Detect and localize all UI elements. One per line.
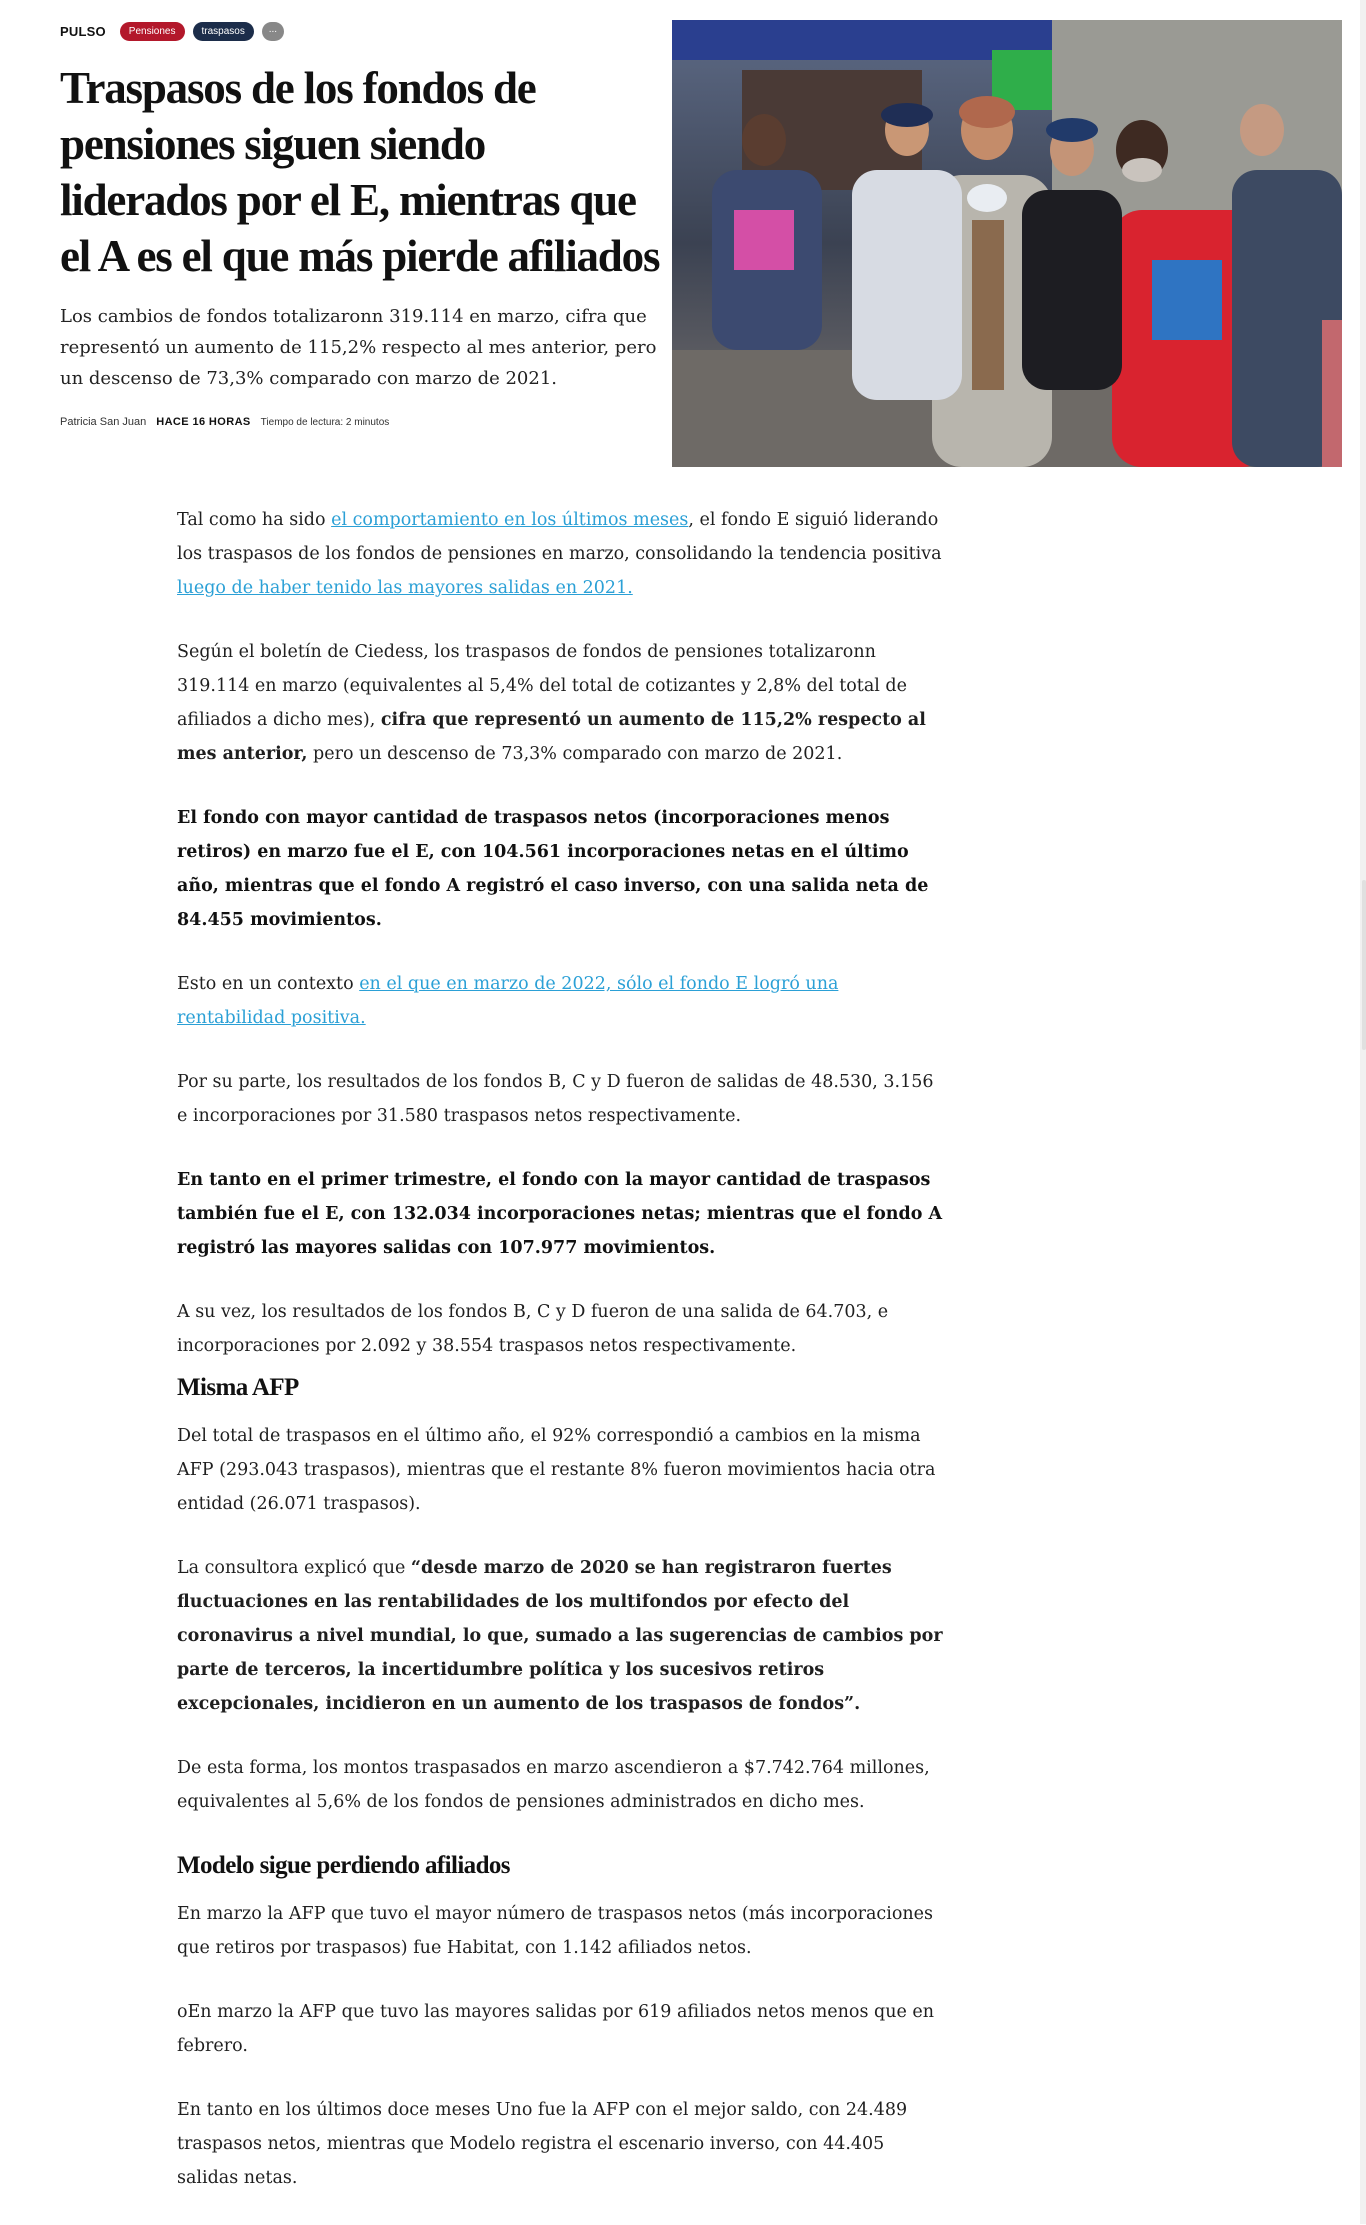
link-comportamiento[interactable]: el comportamiento en los últimos meses bbox=[331, 510, 689, 530]
paragraph-2 bbox=[177, 635, 947, 771]
publish-time: HACE 16 HORAS bbox=[156, 416, 251, 428]
link-mayores-salidas[interactable]: luego de haber tenido las mayores salidas en 2021. bbox=[177, 578, 633, 598]
subheading-modelo: Modelo sigue perdiendo afiliados bbox=[177, 1852, 510, 1879]
p1-text: Tal como ha sido bbox=[177, 510, 332, 530]
p2-text: Según el boletín de Ciedess, los traspasos de fondos de pensiones totalizaronn 319.114 en marzo (equivalentes al 5,4% del total de cotizantes y 2,8% del total de afiliados a dicho mes), bbox=[177, 642, 907, 730]
paragraph-5: Por su parte, los resultados de los fondos B, C y D fueron de salidas de 48.530, 3.156 e incorporaciones por 31.580 traspasos netos respectivamente. bbox=[177, 1072, 934, 1126]
p4-text: Esto en un contexto bbox=[177, 974, 360, 994]
paragraph-9 bbox=[177, 1551, 947, 1721]
paragraph-13: En tanto en los últimos doce meses Uno fue la AFP con el mejor saldo, con 24.489 traspasos netos, mientras que Modelo registra el escenario inverso, con 44.405 salidas netas. bbox=[177, 2100, 908, 2188]
paragraph-3: El fondo con mayor cantidad de traspasos netos (incorporaciones menos retiros) en marzo fue el E, con 104.561 incorporaciones netas en el último año, mientras que el fondo A registró el caso inverso, con una salida neta de 84.455 movimientos. bbox=[177, 808, 929, 930]
scrollbar-thumb[interactable] bbox=[1362, 880, 1366, 1050]
crowd-photo bbox=[672, 20, 1342, 467]
page-scrollbar[interactable] bbox=[1360, 0, 1366, 2224]
p9-quote: “desde marzo de 2020 se han registraron fuertes fluctuaciones en las rentabilidades de los multifondos por efecto del coronavirus a nivel mundial, lo que, sumado a las sugerencias de cambios por parte de terceros, la incertidumbre política y los sucesivos retiros excepcionales, incidieron en un aumento de los traspasos de fondos”. bbox=[177, 1558, 943, 1714]
subheading-misma-afp: Misma AFP bbox=[177, 1374, 299, 1401]
paragraph-6: En tanto en el primer trimestre, el fondo con la mayor cantidad de traspasos también fue el E, con 132.034 incorporaciones netas; mientras que el fondo A registró las mayores salidas con 107.977 movimientos. bbox=[177, 1170, 943, 1258]
tag-bar bbox=[60, 20, 660, 42]
p2-text-post: pero un descenso de 73,3% comparado con marzo de 2021. bbox=[307, 744, 843, 764]
paragraph-12: oEn marzo la AFP que tuvo las mayores salidas por 619 afiliados netos menos que en febrero. bbox=[177, 2002, 935, 2056]
tag-pensiones[interactable]: Pensiones bbox=[120, 22, 185, 41]
section-label[interactable]: PULSO bbox=[60, 23, 106, 39]
paragraph-10: De esta forma, los montos traspasados en marzo ascendieron a $7.742.764 millones, equivalentes al 5,6% de los fondos de pensiones administrados en dicho mes. bbox=[177, 1758, 930, 1812]
more-tags-button[interactable]: ... bbox=[262, 22, 284, 41]
tag-traspasos[interactable]: traspasos bbox=[193, 22, 254, 41]
hero-image bbox=[672, 20, 1342, 467]
paragraph-8: Del total de traspasos en el último año, el 92% correspondió a cambios en la misma AFP (293.043 traspasos), mientras que el restante 8% fueron movimientos hacia otra entidad (26.071 traspasos). bbox=[177, 1426, 936, 1514]
p1-text-mid: , el fondo E siguió liderando los traspasos de los fondos de pensiones en marzo, consolidando la tendencia positiva bbox=[177, 510, 942, 564]
paragraph-7: A su vez, los resultados de los fondos B, C y D fueron de una salida de 64.703, e incorporaciones por 2.092 y 38.554 traspasos netos respectivamente. bbox=[177, 1302, 889, 1356]
p2-bold: cifra que representó un aumento de 115,2% respecto al mes anterior, bbox=[177, 710, 926, 764]
p9-text: La consultora explicó que bbox=[177, 1558, 411, 1578]
link-rentabilidad[interactable]: en el que en marzo de 2022, sólo el fondo E logró una rentabilidad positiva. bbox=[177, 974, 839, 1028]
paragraph-11: En marzo la AFP que tuvo el mayor número de traspasos netos (más incorporaciones que retiros por traspasos) fue Habitat, con 1.142 afiliados netos. bbox=[177, 1904, 933, 1958]
reading-time: Tiempo de lectura: 2 minutos bbox=[260, 416, 390, 428]
headline: Traspasos de los fondos de pensiones siguen siendo liderados por el E, mientras que el A es el que más pierde afiliados bbox=[60, 63, 660, 281]
author-name[interactable]: Patricia San Juan bbox=[60, 416, 147, 428]
article-header bbox=[60, 20, 660, 428]
paragraph-4 bbox=[177, 967, 947, 1035]
dek: Los cambios de fondos totalizaronn 319.114 en marzo, cifra que representó un aumento de 115,2% respecto al mes anterior, pero un descenso de 73,3% comparado con marzo de 2021. bbox=[60, 306, 657, 389]
byline bbox=[60, 416, 660, 428]
paragraph-1 bbox=[177, 503, 947, 605]
article-body bbox=[177, 503, 947, 2225]
